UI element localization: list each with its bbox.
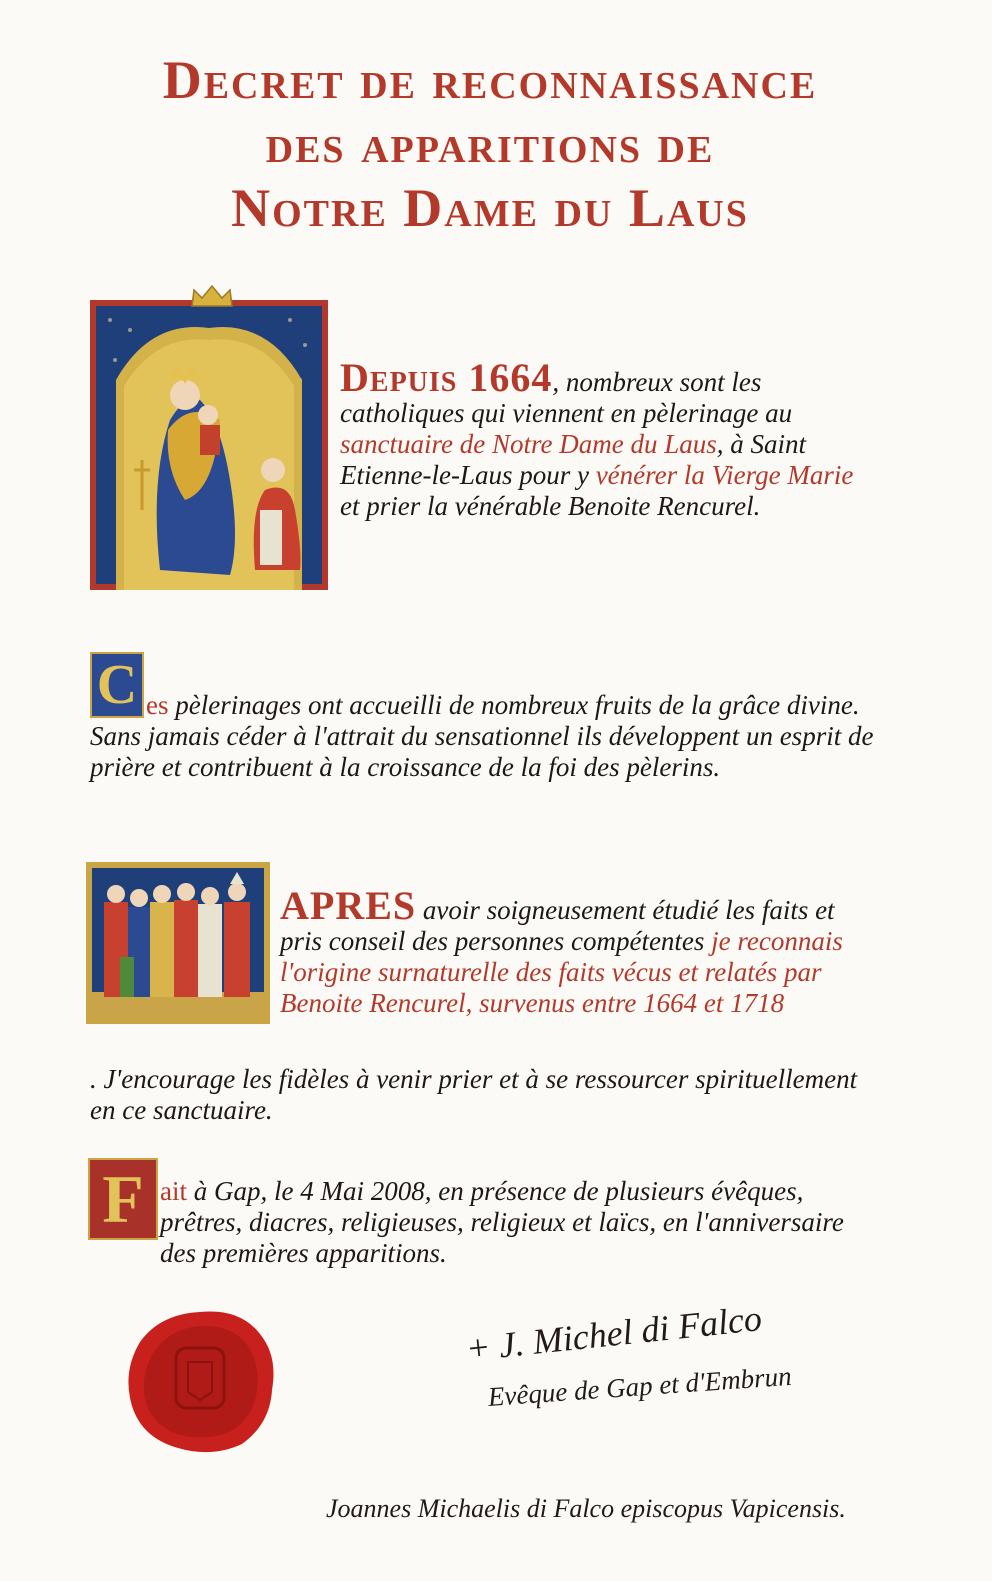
paragraph-3-continued [90,1064,876,1126]
paragraph-3-rubric: je reconnais l'origine surnaturelle des faits vécus et relatés par Benoite Rencurel, survenus entre 1664 et 1718 [280,926,843,1018]
paragraph-1 [340,355,862,522]
page-title [40,48,940,240]
paragraph-2-text: pèlerinages ont accueilli de nombreux fruits de la grâce divine. Sans jamais céder à l'attrait du sensationnel ils développent un esprit de prière et contribuent à la croissance de la foi des pèlerins. [90,690,874,782]
title-line-1: Decret de reconnaissance [162,50,818,110]
paragraph-3-text-b: . J'encourage les fidèles à venir prier et à se ressourcer spirituellement en ce sanctuaire. [90,1064,858,1125]
paragraph-2-lead: es [146,690,169,720]
title-line-3: Notre Dame du Laus [231,178,749,238]
paragraph-3 [280,883,876,1019]
paragraph-1-text-b: , à Saint Etienne-le-Laus pour y [340,429,806,490]
paragraph-2 [90,690,876,783]
virgin-and-child-miniature [90,300,328,590]
signature-name: + J. Michel di Falco [463,1298,764,1369]
initial-f-box [88,1158,158,1240]
title-line-2: des apparitions de [265,114,715,174]
paragraph-1-initial: D [340,355,370,400]
paragraph-1-rubric-a: sanctuaire de Notre Dame du Laus [340,429,717,459]
paragraph-1-text-c: et prier la vénérable Benoite Rencurel. [340,491,761,521]
paragraph-1-text-a: , nombreux sont les catholiques qui viennent en pèlerinage au [340,367,793,428]
paragraph-1-lead: epuis 1664 [369,355,553,400]
signature-latin: Joannes Michaelis di Falco episcopus Vapicensis. [326,1494,846,1523]
wax-seal [120,1306,280,1456]
initial-f-letter: F [102,1161,144,1237]
paragraph-4-text: à Gap, le 4 Mai 2008, en présence de plusieurs évêques, prêtres, diacres, religieuses, religieux et laïcs, en l'anniversaire des premières apparitions. [160,1176,844,1268]
paragraph-4-lead: ait [160,1176,187,1206]
paragraph-4 [160,1176,876,1269]
group-of-figures-miniature [86,862,270,1024]
paragraph-1-rubric-b: vénérer la Vierge Marie [595,460,854,490]
paragraph-3-lead: APRES [280,883,417,928]
paragraph-3-text-a: avoir soigneusement étudié les faits et pris conseil des personnes compétentes [280,895,835,956]
signature-title: Evêque de Gap et d'Embrun [486,1360,793,1412]
crown-icon [188,282,236,308]
initial-c-letter: C [96,654,138,716]
